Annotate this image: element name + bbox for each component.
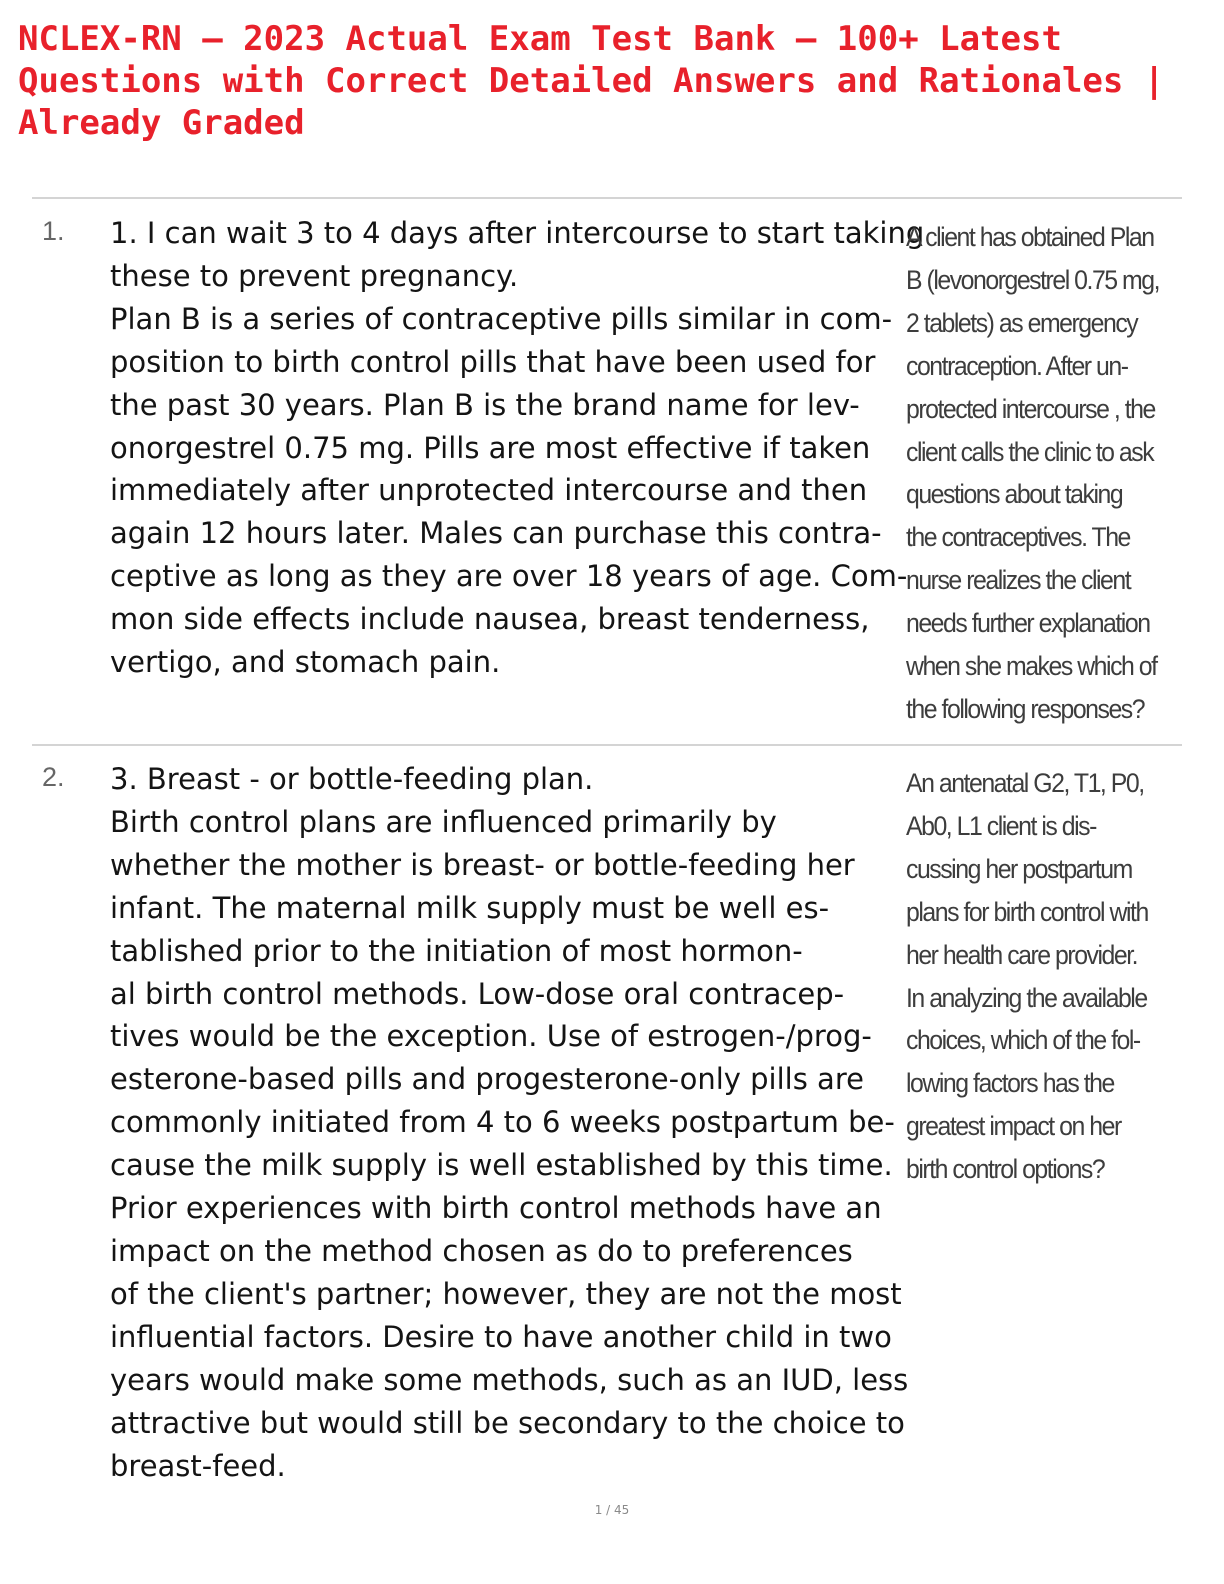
answer-line: attractive but would still be secondary to the choice to [110,1405,905,1440]
question-line: the contraceptives. The [906,522,1130,553]
answer-rationale [110,212,925,684]
question-line: when she makes which of [906,651,1157,682]
question-line: greatest impact on her [906,1111,1121,1142]
answer-line: 3. Breast - or bottle-feeding plan. [110,762,594,796]
question-line: B (levonorgestrel 0.75 mg, [906,264,1160,295]
item-number: 2. [42,762,65,792]
answer-line: again 12 hours later. Males can purchase this contra- [110,516,882,551]
answer-line: tives would be the exception. Use of estrogen-/prog- [110,1019,872,1054]
question-line: lowing factors has the [906,1068,1114,1099]
question-line: In analyzing the available [906,982,1147,1013]
answer-line: 1. I can wait 3 to 4 days after intercourse to start taking [110,216,925,250]
answer-line: breast-feed. [110,1448,286,1483]
divider-middle [32,744,1182,746]
question-line: client calls the clinic to ask [906,436,1154,467]
divider-top [32,197,1182,199]
answer-line: tablished prior to the initiation of most hormon- [110,933,803,968]
answer-line: these to prevent pregnancy. [110,258,519,293]
answer-line: vertigo, and stomach pain. [110,645,501,680]
question-line: cussing her postpartum [906,853,1132,884]
answer-line: mon side effects include nausea, breast tenderness, [110,602,870,637]
answer-line: impact on the method chosen as do to preferences [110,1233,853,1268]
answer-line: al birth control methods. Low-dose oral contracep- [110,976,845,1011]
answer-line: commonly initiated from 4 to 6 weeks postpartum be- [110,1105,895,1140]
question-line: the following responses? [906,693,1145,724]
question-line: protected intercourse , the [906,393,1155,424]
answer-line: whether the mother is breast- or bottle-feeding her [110,847,855,882]
answer-line: years would make some methods, such as an IUD, less [110,1362,909,1397]
answer-line: Prior experiences with birth control methods have an [110,1191,882,1226]
answer-line: of the client's partner; however, they are not the most [110,1276,902,1311]
question-line: nurse realizes the client [906,565,1131,596]
question-line: questions about taking [906,479,1123,510]
question-line: contraception. After un- [906,350,1128,381]
answer-line: Plan B is a series of contraceptive pills similar in com- [110,301,893,336]
answer-line: cause the milk supply is well established by this time. [110,1148,893,1183]
question-line: needs further explanation [906,608,1150,639]
answer-line: Birth control plans are influenced primarily by [110,804,777,839]
question-line: A client has obtained Plan [906,222,1154,252]
answer-line: immediately after unprotected intercourse and then [110,473,868,508]
question-line: Ab0, L1 client is dis- [906,810,1096,841]
answer-line: onorgestrel 0.75 mg. Pills are most effective if taken [110,430,871,465]
question-line: An antenatal G2, T1, P0, [906,768,1144,798]
question-text [906,762,1160,1191]
page-indicator: 1 / 45 [594,1503,630,1517]
question-line: plans for birth control with [906,896,1148,927]
answer-line: esterone-based pills and progesterone-only pills are [110,1062,864,1097]
question-text [906,216,1160,731]
answer-line: infant. The maternal milk supply must be well es- [110,890,830,925]
question-line: 2 tablets) as emergency [906,307,1138,338]
question-line: choices, which of the fol- [906,1025,1140,1056]
question-line: her health care provider. [906,939,1138,970]
item-number: 1. [42,216,65,246]
question-line: birth control options? [906,1154,1105,1185]
answer-line: ceptive as long as they are over 18 years of age. Com- [110,559,908,594]
document-title: NCLEX-RN – 2023 Actual Exam Test Bank – 100+ Latest Questions with Correct Detailed Answers and Rationales | Already Graded [18,19,1165,143]
answer-rationale [110,758,909,1487]
answer-line: position to birth control pills that have been used for [110,344,876,379]
answer-line: influential factors. Desire to have another child in two [110,1319,892,1354]
answer-line: the past 30 years. Plan B is the brand name for lev- [110,387,860,422]
